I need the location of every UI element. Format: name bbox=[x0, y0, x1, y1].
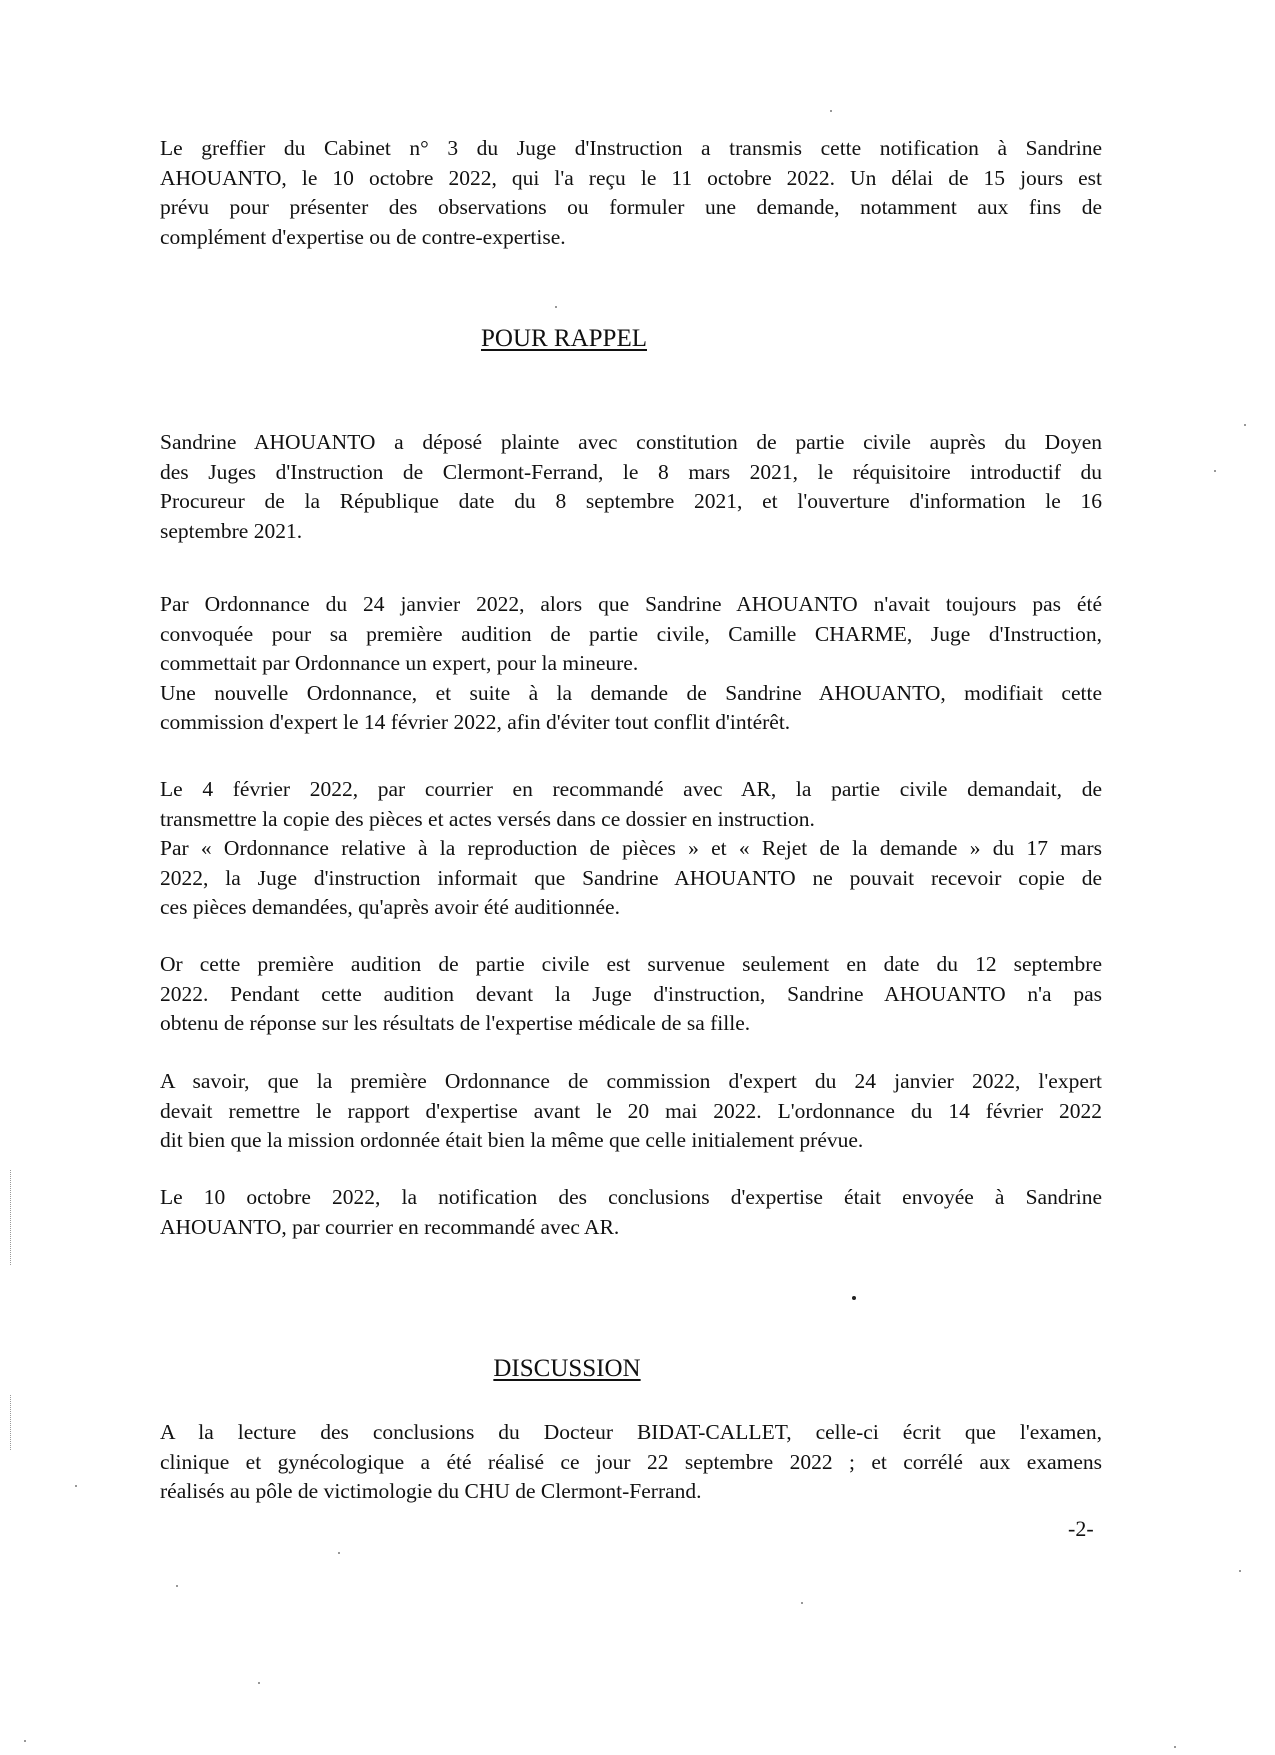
text-line: obtenu de réponse sur les résultats de l'expertise médicale de sa fille. bbox=[160, 1011, 751, 1035]
text-line: des Juges d'Instruction de Clermont-Ferrand, le 8 mars 2021, le réquisitoire introductif du bbox=[160, 459, 1102, 484]
text-line: Or cette première audition de partie civile est survenue seulement en date du 12 septembre bbox=[160, 952, 1102, 976]
text-line: Sandrine AHOUANTO a déposé plainte avec constitution de partie civile auprès du Doyen bbox=[160, 430, 1102, 454]
scan-speck bbox=[1239, 1570, 1241, 1572]
scan-speck bbox=[1244, 424, 1246, 426]
scan-speck bbox=[176, 1585, 178, 1587]
scan-margin-dots bbox=[10, 1170, 12, 1265]
text-line: Une nouvelle Ordonnance, et suite à la demande de Sandrine AHOUANTO, modifiait cette bbox=[160, 680, 1102, 705]
text-line: AHOUANTO, par courrier en recommandé avec AR. bbox=[160, 1214, 620, 1239]
scan-speck bbox=[338, 1552, 340, 1554]
paragraph-ordonnance-expert bbox=[160, 590, 1102, 738]
heading-pour-rappel: POUR RAPPEL bbox=[480, 325, 647, 352]
text-line: clinique et gynécologique a été réalisé ce jour 22 septembre 2022 ; et corrélé aux examens bbox=[160, 1449, 1102, 1474]
text-line: commettait par Ordonnance un expert, pour la mineure. bbox=[160, 651, 639, 675]
paragraph-premiere-audition bbox=[160, 950, 1102, 1039]
scan-speck bbox=[24, 1740, 26, 1742]
scan-speck bbox=[830, 110, 832, 112]
text-line: ces pièces demandées, qu'après avoir été auditionnée. bbox=[160, 895, 620, 919]
paragraph-plainte bbox=[160, 428, 1102, 546]
paragraph-notification-conclusions bbox=[160, 1183, 1102, 1242]
text-line: Par Ordonnance du 24 janvier 2022, alors que Sandrine AHOUANTO n'avait toujours pas été bbox=[160, 592, 1102, 616]
scan-speck bbox=[1174, 1746, 1176, 1748]
text-line: convoquée pour sa première audition de partie civile, Camille CHARME, Juge d'Instruction, bbox=[160, 621, 1102, 646]
text-line: Par « Ordonnance relative à la reproduction de pièces » et « Rejet de la demande » du 17 mars bbox=[160, 836, 1102, 860]
text-line: 2022. Pendant cette audition devant la Juge d'instruction, Sandrine AHOUANTO n'a pas bbox=[160, 981, 1102, 1006]
page-number: -2- bbox=[1068, 1516, 1094, 1541]
paragraph-discussion bbox=[160, 1418, 1102, 1507]
text-line: réalisés au pôle de victimologie du CHU de Clermont-Ferrand. bbox=[160, 1479, 702, 1503]
paragraph-copie-pieces bbox=[160, 775, 1102, 923]
text-line: complément d'expertise ou de contre-expertise. bbox=[160, 224, 566, 249]
text-line: Le 10 octobre 2022, la notification des conclusions d'expertise était envoyée à Sandrine bbox=[160, 1185, 1102, 1209]
scan-speck bbox=[75, 1485, 77, 1487]
text-line: prévu pour présenter des observations ou formuler une demande, notamment aux fins de bbox=[160, 195, 1102, 219]
paragraph-a-savoir bbox=[160, 1067, 1102, 1156]
text-line: septembre 2021. bbox=[160, 518, 303, 543]
text-line: A la lecture des conclusions du Docteur BIDAT-CALLET, celle-ci écrit que l'examen, bbox=[160, 1420, 1102, 1444]
scan-margin-dots bbox=[10, 1395, 12, 1450]
text-line: dit bien que la mission ordonnée était bien la même que celle initialement prévue. bbox=[160, 1128, 864, 1152]
text-line: A savoir, que la première Ordonnance de commission d'expert du 24 janvier 2022, l'expert bbox=[160, 1069, 1102, 1093]
scan-speck bbox=[555, 306, 557, 308]
text-line: Le 4 février 2022, par courrier en recommandé avec AR, la partie civile demandait, de bbox=[160, 777, 1102, 801]
scan-speck bbox=[801, 1602, 803, 1604]
paragraph-notification bbox=[160, 134, 1102, 252]
scan-speck bbox=[1214, 470, 1216, 472]
text-line: commission d'expert le 14 février 2022, afin d'éviter tout conflit d'intérêt. bbox=[160, 710, 791, 734]
text-line: AHOUANTO, le 10 octobre 2022, qui l'a reçu le 11 octobre 2022. Un délai de 15 jours est bbox=[160, 165, 1102, 190]
text-line: 2022, la Juge d'instruction informait que Sandrine AHOUANTO ne pouvait recevoir copie de bbox=[160, 865, 1102, 890]
text-line: devait remettre le rapport d'expertise avant le 20 mai 2022. L'ordonnance du 14 février 2022 bbox=[160, 1098, 1102, 1123]
scan-speck bbox=[258, 1682, 260, 1684]
text-line: Procureur de la République date du 8 septembre 2021, et l'ouverture d'information le 16 bbox=[160, 489, 1102, 513]
text-line: Le greffier du Cabinet n° 3 du Juge d'Instruction a transmis cette notification à Sandrine bbox=[160, 136, 1102, 160]
text-line: transmettre la copie des pièces et actes versés dans ce dossier en instruction. bbox=[160, 806, 815, 831]
scan-speck bbox=[852, 1296, 856, 1300]
heading-discussion: DISCUSSION bbox=[493, 1355, 641, 1382]
